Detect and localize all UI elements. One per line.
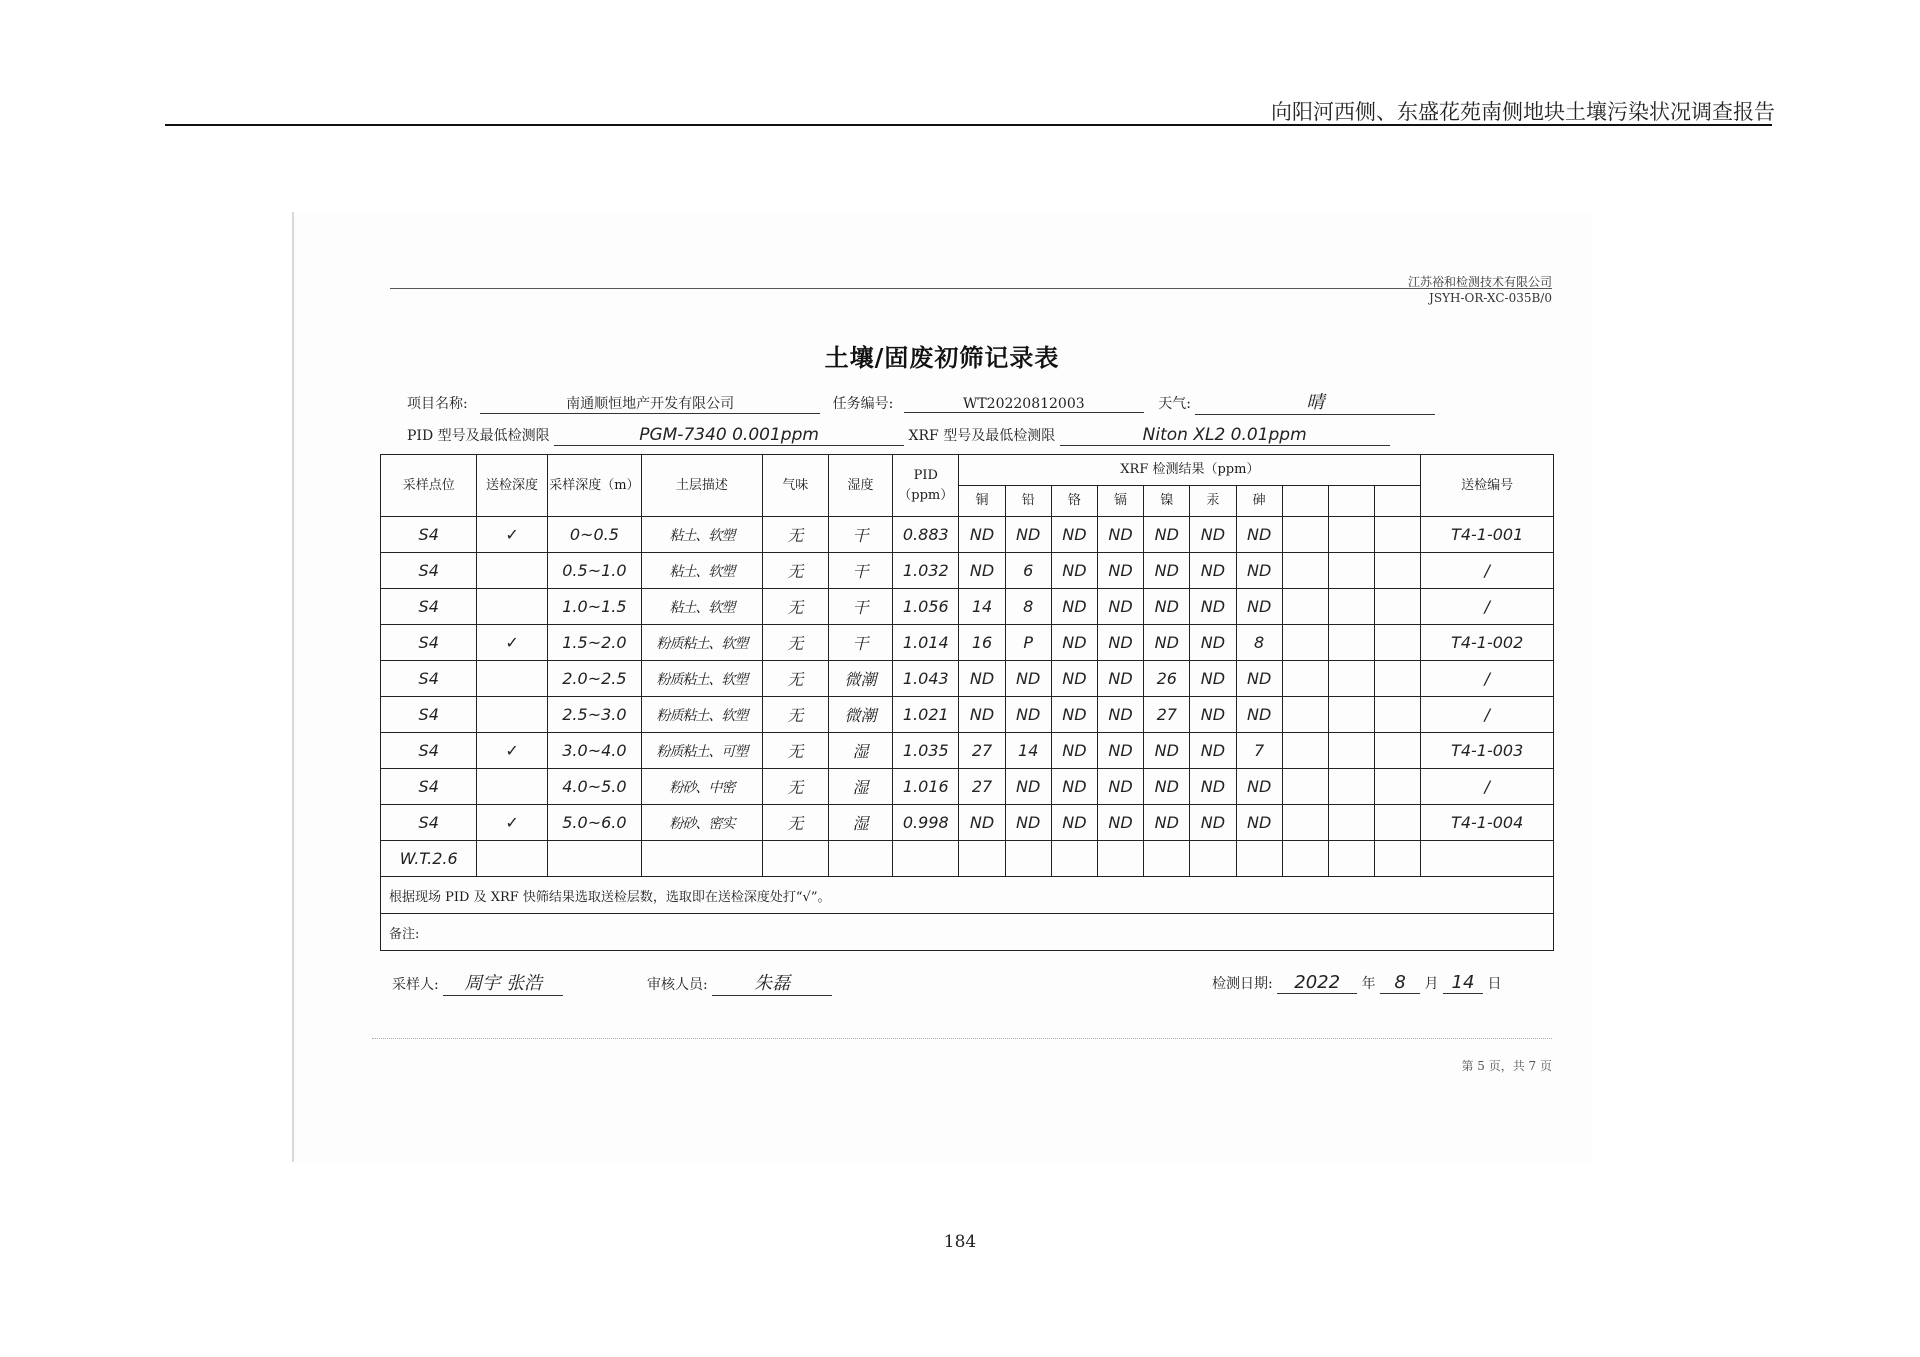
cell-sample-id: /: [1421, 661, 1554, 697]
cell-cd: ND: [1097, 517, 1143, 553]
cell-sample-id: T4-1-003: [1421, 733, 1554, 769]
cell-blank: [1282, 805, 1328, 841]
cell-cr: ND: [1051, 553, 1097, 589]
cell-soil: 粉质粘土、软塑: [642, 625, 763, 661]
cell-as: ND: [1236, 517, 1282, 553]
cell-cd: ND: [1097, 769, 1143, 805]
cell-point: S4: [381, 733, 477, 769]
cell-blank: [1282, 769, 1328, 805]
form-code: JSYH-OR-XC-035B/0: [1429, 291, 1552, 305]
cell-blank: [1375, 697, 1421, 733]
form-title: 土壤/固废初筛记录表: [824, 343, 1060, 372]
cell-pb: ND: [1005, 697, 1051, 733]
sampler-block: [392, 969, 563, 996]
cell-depth: [547, 841, 641, 877]
cell-sample-id: /: [1421, 697, 1554, 733]
metal-pb: 铅: [1005, 486, 1051, 517]
cell-soil: 粉砂、密实: [642, 805, 763, 841]
note-row: [381, 877, 1554, 914]
table-row: [381, 805, 1554, 841]
cell-blank: [1282, 841, 1328, 877]
cell-odor: [762, 841, 828, 877]
reviewer-label: 审核人员:: [647, 977, 708, 993]
cell-odor: 无: [762, 517, 828, 553]
cell-point: W.T.2.6: [381, 841, 477, 877]
cell-blank: [1328, 589, 1374, 625]
cell-as: 7: [1236, 733, 1282, 769]
cell-pid: 1.021: [893, 697, 959, 733]
cell-ni: [1144, 841, 1190, 877]
page-number: 184: [943, 1232, 977, 1252]
cell-depth: 2.5~3.0: [547, 697, 641, 733]
cell-hg: ND: [1190, 517, 1236, 553]
cell-check: ✓: [477, 805, 547, 841]
cell-sample-id: [1421, 841, 1554, 877]
sampler-signature: 周宇 张浩: [443, 969, 563, 996]
cell-sample-id: T4-1-002: [1421, 625, 1554, 661]
col-pid: PID（ppm）: [893, 455, 959, 517]
cell-hum: 湿: [828, 769, 892, 805]
pid-label: PID 型号及最低检测限: [407, 428, 550, 444]
cell-odor: 无: [762, 697, 828, 733]
project-label: 项目名称:: [407, 396, 468, 412]
cell-cu: ND: [959, 697, 1005, 733]
cell-check: ✓: [477, 625, 547, 661]
metal-blank-3: [1375, 486, 1421, 517]
screening-table: [380, 454, 1554, 951]
cell-check: ✓: [477, 733, 547, 769]
cell-soil: 粘土、软塑: [642, 517, 763, 553]
selection-note: 根据现场 PID 及 XRF 快筛结果选取送检层数，选取即在送检深度处打“√”。: [381, 877, 1554, 914]
date-year: 2022: [1277, 972, 1357, 994]
sampler-label: 采样人:: [392, 977, 439, 993]
cell-cu: [959, 841, 1005, 877]
cell-hg: ND: [1190, 589, 1236, 625]
metal-cr: 铬: [1051, 486, 1097, 517]
metal-cu: 铜: [959, 486, 1005, 517]
col-odor: 气味: [762, 455, 828, 517]
cell-pid: 1.035: [893, 733, 959, 769]
cell-blank: [1375, 841, 1421, 877]
pid-value: PGM-7340 0.001ppm: [554, 425, 904, 446]
cell-cd: ND: [1097, 661, 1143, 697]
cell-cr: ND: [1051, 769, 1097, 805]
metal-blank-2: [1328, 486, 1374, 517]
cell-depth: 1.5~2.0: [547, 625, 641, 661]
cell-depth: 5.0~6.0: [547, 805, 641, 841]
cell-ni: ND: [1144, 625, 1190, 661]
cell-blank: [1328, 625, 1374, 661]
cell-cd: ND: [1097, 697, 1143, 733]
cell-blank: [1282, 553, 1328, 589]
cell-blank: [1328, 553, 1374, 589]
cell-blank: [1328, 733, 1374, 769]
cell-cu: ND: [959, 661, 1005, 697]
cell-blank: [1328, 697, 1374, 733]
cell-as: ND: [1236, 589, 1282, 625]
cell-hg: ND: [1190, 697, 1236, 733]
cell-blank: [1328, 661, 1374, 697]
cell-as: ND: [1236, 805, 1282, 841]
cell-soil: 粘土、软塑: [642, 553, 763, 589]
cell-hg: ND: [1190, 805, 1236, 841]
cell-as: ND: [1236, 697, 1282, 733]
cell-cd: ND: [1097, 553, 1143, 589]
cell-odor: 无: [762, 625, 828, 661]
cell-point: S4: [381, 553, 477, 589]
cell-pid: 1.032: [893, 553, 959, 589]
cell-cu: ND: [959, 553, 1005, 589]
cell-pid: 0.998: [893, 805, 959, 841]
weather-label: 天气:: [1158, 396, 1191, 412]
header-rule: [165, 124, 1772, 126]
cell-hum: 干: [828, 553, 892, 589]
cell-check: [477, 553, 547, 589]
remarks-label: 备注:: [381, 914, 1554, 951]
cell-cu: ND: [959, 517, 1005, 553]
cell-cr: ND: [1051, 517, 1097, 553]
cell-depth: 2.0~2.5: [547, 661, 641, 697]
metal-as: 砷: [1236, 486, 1282, 517]
cell-blank: [1375, 769, 1421, 805]
cell-sample-id: /: [1421, 553, 1554, 589]
cell-point: S4: [381, 769, 477, 805]
date-day: 14: [1443, 972, 1483, 994]
cell-point: S4: [381, 517, 477, 553]
cell-depth: 0.5~1.0: [547, 553, 641, 589]
cell-pb: 14: [1005, 733, 1051, 769]
cell-point: S4: [381, 805, 477, 841]
cell-cr: [1051, 841, 1097, 877]
cell-soil: 粉质粘土、可塑: [642, 733, 763, 769]
cell-soil: 粉砂、中密: [642, 769, 763, 805]
xrf-label: XRF 型号及最低检测限: [908, 428, 1056, 444]
cell-sample-id: /: [1421, 769, 1554, 805]
cell-blank: [1282, 589, 1328, 625]
cell-as: ND: [1236, 553, 1282, 589]
xrf-value: Niton XL2 0.01ppm: [1060, 425, 1390, 446]
cell-ni: ND: [1144, 805, 1190, 841]
cell-point: S4: [381, 697, 477, 733]
metal-ni: 镍: [1144, 486, 1190, 517]
cell-blank: [1282, 733, 1328, 769]
col-depth: 采样深度（m）: [547, 455, 641, 517]
col-send-depth: 送检深度: [477, 455, 547, 517]
cell-pb: ND: [1005, 517, 1051, 553]
cell-check: [477, 769, 547, 805]
cell-blank: [1375, 625, 1421, 661]
table-row: [381, 841, 1554, 877]
cell-check: ✓: [477, 517, 547, 553]
cell-as: [1236, 841, 1282, 877]
cell-cu: 16: [959, 625, 1005, 661]
cell-check: [477, 661, 547, 697]
cell-point: S4: [381, 661, 477, 697]
cell-pid: 1.014: [893, 625, 959, 661]
cell-blank: [1328, 517, 1374, 553]
company-name: 江苏裕和检测技术有限公司: [1407, 275, 1552, 289]
report-header-title: 向阳河西侧、东盛花苑南侧地块土壤污染状况调查报告: [1271, 100, 1775, 124]
cell-cd: [1097, 841, 1143, 877]
cell-cd: ND: [1097, 733, 1143, 769]
cell-soil: 粘土、软塑: [642, 589, 763, 625]
task-value: WT20220812003: [904, 396, 1144, 413]
header-row-1: [381, 455, 1554, 486]
col-humidity: 湿度: [828, 455, 892, 517]
cell-pid: 1.016: [893, 769, 959, 805]
cell-pid: 1.043: [893, 661, 959, 697]
task-label: 任务编号:: [832, 396, 894, 412]
table-row: [381, 517, 1554, 553]
cell-cd: ND: [1097, 625, 1143, 661]
cell-hum: 干: [828, 589, 892, 625]
cell-depth: 1.0~1.5: [547, 589, 641, 625]
cell-cu: 27: [959, 733, 1005, 769]
cell-cd: ND: [1097, 805, 1143, 841]
cell-odor: 无: [762, 661, 828, 697]
table-row: [381, 553, 1554, 589]
cell-cd: ND: [1097, 589, 1143, 625]
cell-pb: [1005, 841, 1051, 877]
metal-cd: 镉: [1097, 486, 1143, 517]
cell-blank: [1282, 661, 1328, 697]
cell-odor: 无: [762, 553, 828, 589]
cell-hg: ND: [1190, 661, 1236, 697]
table-row: [381, 625, 1554, 661]
project-value: 南通顺恒地产开发有限公司: [480, 393, 820, 414]
remarks-row: [381, 914, 1554, 951]
cell-hg: ND: [1190, 625, 1236, 661]
cell-soil: [642, 841, 763, 877]
cell-hg: ND: [1190, 553, 1236, 589]
cell-odor: 无: [762, 769, 828, 805]
weather-value: 晴: [1195, 388, 1435, 415]
cell-hum: 湿: [828, 805, 892, 841]
cell-blank: [1375, 733, 1421, 769]
cell-hg: [1190, 841, 1236, 877]
cell-sample-id: T4-1-001: [1421, 517, 1554, 553]
cell-check: [477, 697, 547, 733]
cell-hum: 干: [828, 517, 892, 553]
table-row: [381, 733, 1554, 769]
cell-hg: ND: [1190, 769, 1236, 805]
table-row: [381, 697, 1554, 733]
col-point: 采样点位: [381, 455, 477, 517]
cell-sample-id: T4-1-004: [1421, 805, 1554, 841]
cell-blank: [1282, 697, 1328, 733]
cell-blank: [1375, 805, 1421, 841]
cell-cr: ND: [1051, 733, 1097, 769]
company-block: [1408, 274, 1552, 306]
form-bottom-rule: [372, 1038, 1552, 1039]
form-top-rule: [390, 288, 1552, 289]
cell-as: ND: [1236, 769, 1282, 805]
cell-hg: ND: [1190, 733, 1236, 769]
cell-as: ND: [1236, 661, 1282, 697]
cell-ni: ND: [1144, 589, 1190, 625]
cell-cr: ND: [1051, 661, 1097, 697]
cell-cu: 27: [959, 769, 1005, 805]
cell-blank: [1375, 553, 1421, 589]
cell-check: [477, 841, 547, 877]
table-row: [381, 589, 1554, 625]
cell-cu: 14: [959, 589, 1005, 625]
reviewer-block: [647, 969, 832, 996]
cell-point: S4: [381, 625, 477, 661]
reviewer-signature: 朱磊: [712, 969, 832, 996]
cell-ni: 27: [1144, 697, 1190, 733]
cell-pid: 1.056: [893, 589, 959, 625]
cell-hum: 微潮: [828, 661, 892, 697]
cell-blank: [1375, 661, 1421, 697]
cell-odor: 无: [762, 589, 828, 625]
cell-check: [477, 589, 547, 625]
cell-pid: 0.883: [893, 517, 959, 553]
cell-as: 8: [1236, 625, 1282, 661]
cell-pid: [893, 841, 959, 877]
cell-depth: 3.0~4.0: [547, 733, 641, 769]
project-row: [407, 388, 1435, 415]
cell-depth: 4.0~5.0: [547, 769, 641, 805]
cell-blank: [1375, 517, 1421, 553]
cell-hum: 湿: [828, 733, 892, 769]
cell-point: S4: [381, 589, 477, 625]
cell-sample-id: /: [1421, 589, 1554, 625]
date-month: 8: [1380, 972, 1420, 994]
cell-pb: P: [1005, 625, 1051, 661]
cell-odor: 无: [762, 733, 828, 769]
cell-depth: 0~0.5: [547, 517, 641, 553]
metal-hg: 汞: [1190, 486, 1236, 517]
year-unit: 年: [1361, 976, 1376, 992]
cell-cr: ND: [1051, 625, 1097, 661]
cell-hum: 干: [828, 625, 892, 661]
cell-blank: [1282, 517, 1328, 553]
metal-blank-1: [1282, 486, 1328, 517]
cell-ni: ND: [1144, 517, 1190, 553]
cell-blank: [1328, 769, 1374, 805]
cell-pb: ND: [1005, 661, 1051, 697]
table-row: [381, 769, 1554, 805]
cell-soil: 粉质粘土、软塑: [642, 697, 763, 733]
month-unit: 月: [1424, 976, 1439, 992]
date-label: 检测日期:: [1212, 976, 1273, 992]
instrument-row: [407, 425, 1390, 446]
cell-ni: ND: [1144, 733, 1190, 769]
cell-pb: ND: [1005, 769, 1051, 805]
cell-blank: [1328, 805, 1374, 841]
col-soil: 土层描述: [642, 455, 763, 517]
cell-odor: 无: [762, 805, 828, 841]
cell-ni: ND: [1144, 769, 1190, 805]
scanned-form: [292, 212, 1592, 1162]
col-sample-id: 送检编号: [1421, 455, 1554, 517]
cell-cr: ND: [1051, 805, 1097, 841]
col-xrf: XRF 检测结果（ppm）: [959, 455, 1421, 486]
cell-cr: ND: [1051, 697, 1097, 733]
table-row: [381, 661, 1554, 697]
cell-pb: ND: [1005, 805, 1051, 841]
cell-ni: 26: [1144, 661, 1190, 697]
cell-soil: 粉质粘土、软塑: [642, 661, 763, 697]
cell-blank: [1328, 841, 1374, 877]
cell-hum: [828, 841, 892, 877]
cell-hum: 微潮: [828, 697, 892, 733]
cell-pb: 8: [1005, 589, 1051, 625]
date-block: [1212, 972, 1501, 994]
cell-ni: ND: [1144, 553, 1190, 589]
cell-blank: [1375, 589, 1421, 625]
day-unit: 日: [1487, 976, 1502, 992]
form-page-of: 第 5 页，共 7 页: [1461, 1059, 1552, 1073]
cell-cu: ND: [959, 805, 1005, 841]
cell-blank: [1282, 625, 1328, 661]
cell-pb: 6: [1005, 553, 1051, 589]
cell-cr: ND: [1051, 589, 1097, 625]
